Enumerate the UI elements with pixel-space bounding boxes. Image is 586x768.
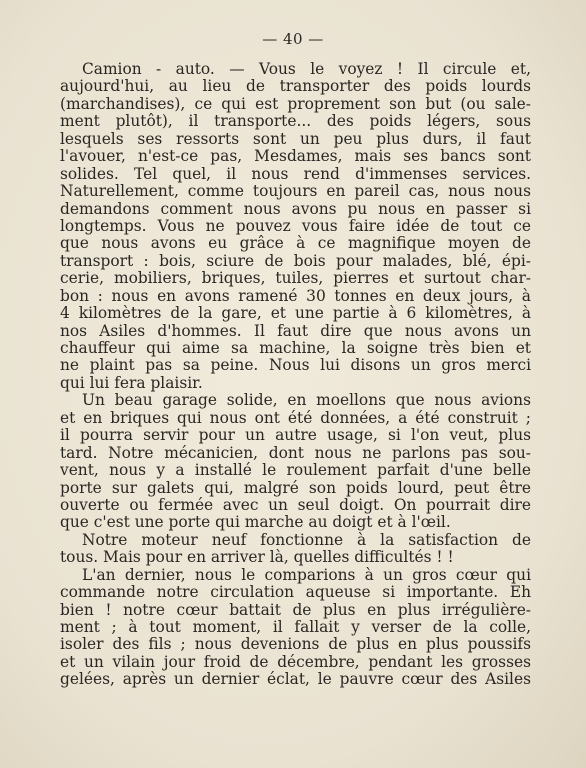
text-line: que c'est une porte qui marche au doigt et à l'œil. xyxy=(60,514,451,532)
text-line: Naturellement, comme toujours en pareil cas, nous nous xyxy=(60,183,531,201)
text-line: (marchandises), ce qui est proprement son but (ou sale- xyxy=(60,95,531,113)
paragraph-1 xyxy=(60,61,531,392)
text-line: gelées, après un dernier éclat, le pauvre cœur des Asiles xyxy=(60,671,531,689)
text-line: lesquels ses ressorts sont un peu plus durs, il faut xyxy=(60,130,531,148)
text-line: tous. Mais pour en arriver là, quelles difficultés ! ! xyxy=(60,549,454,567)
paragraph-2 xyxy=(60,392,531,532)
text-line: Notre moteur neuf fonctionne à la satisfaction de xyxy=(82,531,531,549)
text-line: nos Asiles d'hommes. Il faut dire que nous avons un xyxy=(60,322,531,340)
text-line: l'avouer, n'est-ce pas, Mesdames, mais ses bancs sont xyxy=(60,148,531,166)
text-line: isoler des fils ; nous devenions de plus en plus poussifs xyxy=(60,636,531,654)
text-line: solides. Tel quel, il nous rend d'immenses services. xyxy=(60,165,531,183)
text-line: porte sur galets qui, malgré son poids lourd, peut être xyxy=(60,479,531,497)
text-line: bon : nous en avons ramené 30 tonnes en deux jours, à xyxy=(60,287,531,305)
text-line: ment plutôt), il transporte... des poids légers, sous xyxy=(60,113,531,131)
text-line: 4 kilomètres de la gare, et une partie à 6 kilomètres, à xyxy=(60,305,531,323)
text-line: aujourd'hui, au lieu de transporter des poids lourds xyxy=(60,78,531,96)
body-text xyxy=(60,61,531,689)
text-line: commande notre circulation aqueuse si importante. Eh xyxy=(60,584,531,602)
text-line: vent, nous y a installé le roulement parfait d'une belle xyxy=(60,462,531,480)
text-line: tard. Notre mécanicien, dont nous ne parlons pas sou- xyxy=(60,444,531,462)
text-line: et en briques qui nous ont été données, a été construit ; xyxy=(60,409,531,427)
text-line: ment ; à tout moment, il fallait y verser de la colle, xyxy=(60,619,531,636)
text-line: bien ! notre cœur battait de plus en plus irrégulière- xyxy=(60,601,531,619)
text-line: que nous avons eu grâce à ce magnifique moyen de xyxy=(60,235,531,253)
text-line: Camion - auto. — Vous le voyez ! Il circule et, xyxy=(82,61,531,78)
page-number: — 40 — xyxy=(262,30,324,48)
text-line: L'an dernier, nous le comparions à un gros cœur qui xyxy=(82,566,531,584)
text-line: chauffeur qui aime sa machine, la soigne très bien et xyxy=(60,340,531,357)
text-line: il pourra servir pour un autre usage, si l'on veut, plus xyxy=(60,427,531,445)
text-line: longtemps. Vous ne pouvez vous faire idée de tout ce xyxy=(60,217,531,235)
text-line: et un vilain jour froid de décembre, pendant les grosses xyxy=(60,653,531,671)
text-line: demandons comment nous avons pu nous en passer si xyxy=(60,200,531,218)
text-line: ouverte ou fermée avec un seul doigt. On pourrait dire xyxy=(60,496,531,514)
text-line: Un beau garage solide, en moellons que nous avions xyxy=(82,392,531,410)
text-line: ne plaint pas sa peine. Nous lui disons un gros merci xyxy=(60,357,531,375)
paragraph-3 xyxy=(60,532,531,567)
paragraph-4 xyxy=(60,567,531,689)
text-line: qui lui fera plaisir. xyxy=(60,374,203,392)
text-line: transport : bois, sciure de bois pour malades, blé, épi- xyxy=(60,252,531,270)
text-line: cerie, mobiliers, briques, tuiles, pierres et surtout char- xyxy=(60,270,531,288)
